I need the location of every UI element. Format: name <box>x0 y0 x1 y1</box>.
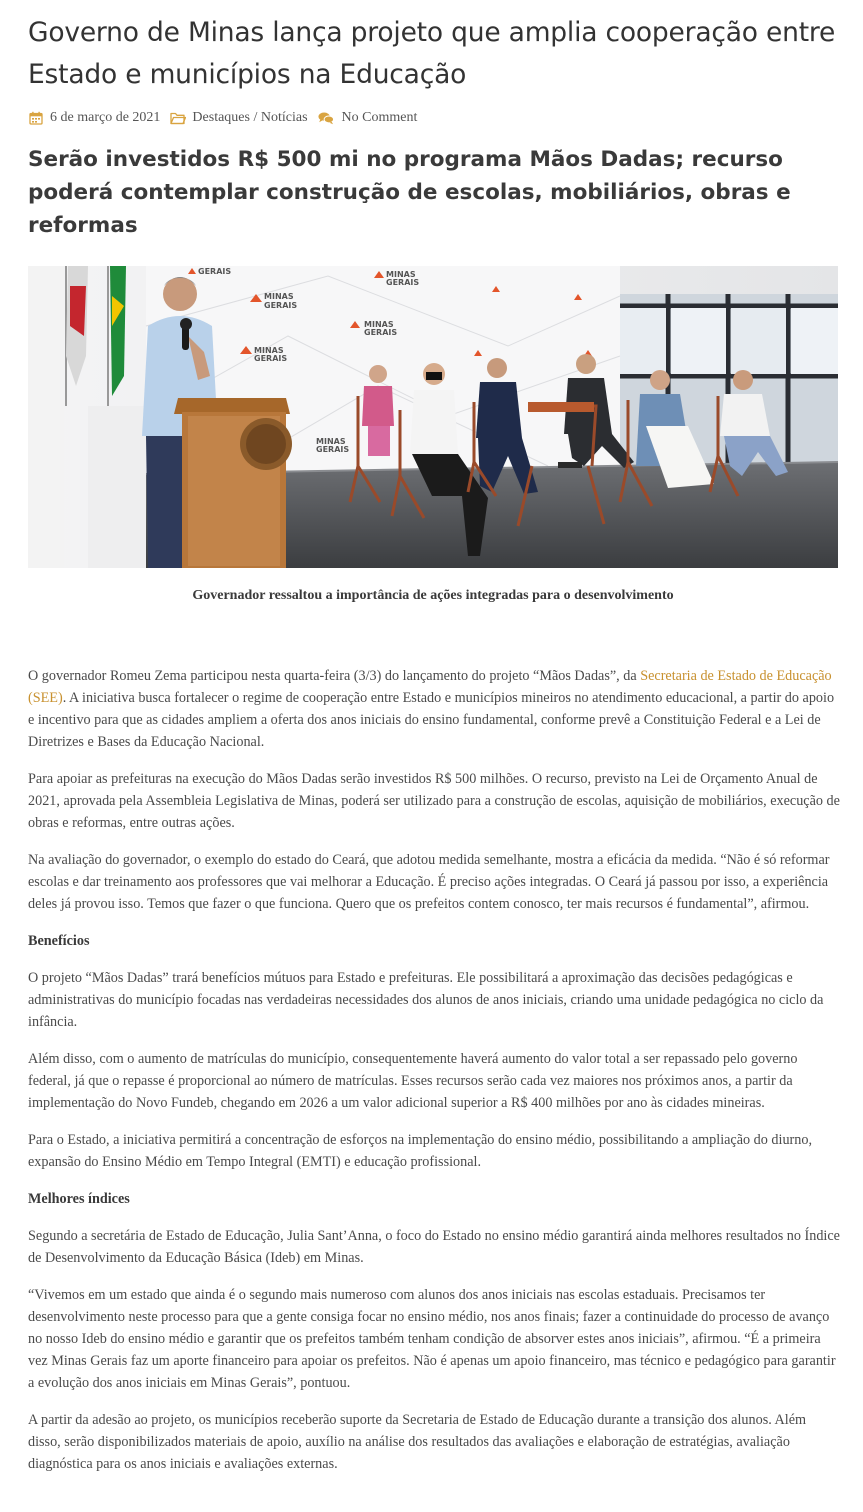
paragraph-2: Para apoiar as prefeituras na execução do Mãos Dadas serão investidos R$ 500 milhões. O recurso, previsto na Lei de Orçamento Anual de 2021, aprovada pela Assembleia Legislativa de Minas, poderá ser utilizado para a construção de escolas, aquisição de mobiliários, execução de obras e reformas, entre outras ações. <box>28 771 840 831</box>
paragraph-1-start: O governador Romeu Zema participou nesta quarta-feira (3/3) do lançamento do projeto “Mãos Dadas”, da <box>28 668 641 684</box>
svg-text:GERAIS: GERAIS <box>386 278 420 287</box>
svg-text:GERAIS: GERAIS <box>316 445 350 454</box>
svg-text:MINAS: MINAS <box>364 320 394 329</box>
article-body <box>28 665 840 1490</box>
comments-link[interactable]: No Comment <box>341 110 418 125</box>
category-link-destaques[interactable]: Destaques <box>192 110 250 125</box>
see-link[interactable]: Secretaria de Estado de Educação (SEE) <box>28 668 832 706</box>
svg-text:GERAIS: GERAIS <box>254 354 288 363</box>
svg-text:GERAIS: GERAIS <box>364 328 398 337</box>
paragraph-8: “Vivemos em um estado que ainda é o segundo mais numeroso com alunos dos anos iniciais nas escolas estaduais. Precisamos ter desenvolvimento neste processo para que a gente consiga focar no ensino médio, nos anos finais; fazer a continuidade do processo de avanço no nosso Ideb do ensino médio e garantir que os prefeitos também tenham condição de absorver estes anos iniciais”, afirmou. “É a primeira vez Minas Gerais faz um aporte financeiro para apoiar os prefeitos. Não é apenas um apoio financeiro, mas técnico e pedagógico para garantir a evolução dos anos iniciais em Minas Gerais”, pontuou. <box>28 1287 836 1391</box>
paragraph-5: Além disso, com o aumento de matrículas do município, consequentemente haverá aumento do valor total a ser repassado pelo governo federal, já que o repasse é proporcional ao número de matrículas. Esses recursos serão cada vez maiores nos próximos anos, a partir da implementação do Novo Fundeb, chegando em 2026 a um valor adicional superior a R$ 400 milhões por ano às cidades mineiras. <box>28 1051 798 1111</box>
paragraph-4: O projeto “Mãos Dadas” trará benefícios mútuos para Estado e prefeituras. Ele possibilitará a aproximação das decisões pedagógicas e administrativas do município focadas nas verdadeiras necessidades dos alunos de anos iniciais, criando uma unidade pedagógica no ciclo da infância. <box>28 970 824 1030</box>
image-caption: Governador ressaltou a importância de ações integradas para o desenvolvimento <box>192 588 674 603</box>
post-date <box>28 110 160 126</box>
paragraph-9: A partir da adesão ao projeto, os municípios receberão suporte da Secretaria de Estado de Educação durante a transição dos alunos. Além disso, serão disponibilizados materiais de apoio, auxílio na análise dos resultados das avaliações e elaboração de estratégias, avaliação diagnóstica para os anos iniciais e avaliações externas. <box>28 1412 807 1472</box>
article-photo <box>28 266 838 568</box>
post-meta <box>28 108 427 128</box>
heading-melhores-indices: Melhores índices <box>28 1191 130 1207</box>
post-categories <box>170 110 307 126</box>
category-link-noticias[interactable]: Notícias <box>260 110 308 125</box>
svg-text:GERAIS: GERAIS <box>264 301 298 310</box>
paragraph-6: Para o Estado, a iniciativa permitirá a concentração de esforços na implementação do ensino médio, possibilitando a ampliação do diurno, expansão do Ensino Médio em Tempo Integral (EMTI) e educação profissional. <box>28 1132 812 1170</box>
svg-text:MINAS: MINAS <box>386 270 416 279</box>
paragraph-1-end: . A iniciativa busca fortalecer o regime de cooperação entre Estado e municípios mineiros no atendimento educacional, a partir do apoio e incentivo para que as cidades ampliem a oferta dos anos iniciais do ensino fundamental, conforme prevê a Constituição Federal e a Lei de Diretrizes e Bases da Educação Nacional. <box>28 690 835 750</box>
paragraph-1 <box>28 665 840 753</box>
svg-text:GERAIS: GERAIS <box>198 267 232 276</box>
post-date-text: 6 de março de 2021 <box>50 110 161 125</box>
article-title: Governo de Minas lança projeto que amplia cooperação entre Estado e municípios na Educação <box>28 17 836 90</box>
folder-icon <box>170 110 186 126</box>
category-separator: / <box>249 110 261 125</box>
calendar-icon <box>28 110 44 126</box>
paragraph-3: Na avaliação do governador, o exemplo do estado do Ceará, que adotou medida semelhante, mostra a eficácia da medida. “Não é só reformar escolas e dar treinamento aos professores que vai melhorar a Educação. É preciso ações integradas. O Ceará já passou por isso, a experiência deles já provou isso. Temos que fazer o que funciona. Quero que os prefeitos contem conosco, ter mais recursos é fundamental”, afirmou. <box>28 852 830 912</box>
post-comments[interactable] <box>318 110 418 126</box>
comments-icon <box>318 110 334 126</box>
svg-text:MINAS: MINAS <box>254 346 284 355</box>
heading-beneficios: Benefícios <box>28 933 90 949</box>
paragraph-7: Segundo a secretária de Estado de Educação, Julia Sant’Anna, o foco do Estado no ensino médio garantirá ainda melhores resultados no Índice de Desenvolvimento da Educação Básica (Ideb) em Minas. <box>28 1228 840 1266</box>
photo-illustration <box>28 266 838 568</box>
article-subtitle: Serão investidos R$ 500 mi no programa Mãos Dadas; recurso poderá contemplar construção de escolas, mobiliários, obras e reformas <box>28 147 791 238</box>
svg-text:MINAS: MINAS <box>316 437 346 446</box>
photo-brand-text: MINAS <box>264 292 294 301</box>
